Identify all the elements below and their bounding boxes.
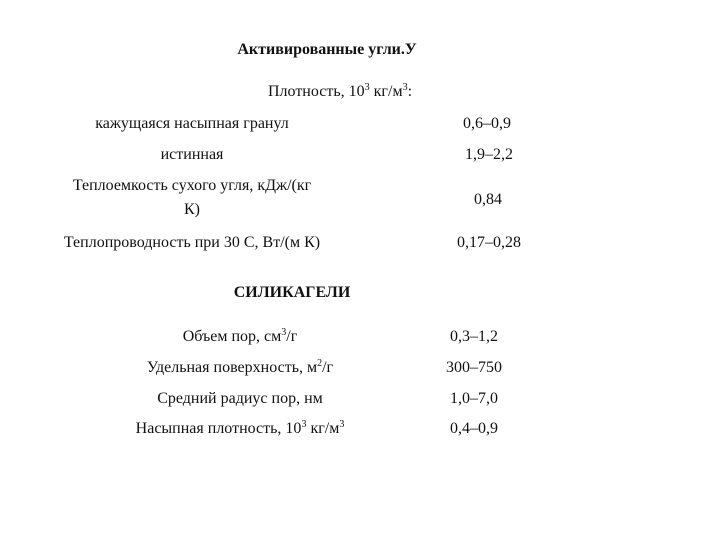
row-label-pore-radius: Средний радиус пор, нм bbox=[157, 390, 323, 407]
bulk-density-unit-exp: 3 bbox=[339, 419, 345, 430]
section-title-silica-gel: СИЛИКАГЕЛИ bbox=[233, 284, 351, 301]
density-header-exp: 3 bbox=[364, 82, 370, 93]
row-value-thermal-conductivity: 0,17–0,28 bbox=[457, 234, 521, 251]
row-label-heat-capacity-line2: К) bbox=[184, 201, 200, 218]
density-header-unit-exp: 3 bbox=[402, 82, 408, 93]
row-value-true-density: 1,9–2,2 bbox=[465, 146, 513, 163]
density-header-colon: : bbox=[407, 83, 413, 100]
row-label-true-density: истинная bbox=[160, 146, 224, 163]
row-value-apparent-density: 0,6–0,9 bbox=[463, 115, 511, 132]
density-header-unit: кг/м bbox=[369, 83, 403, 100]
density-header-prefix: Плотность, 10 bbox=[267, 83, 365, 100]
bulk-density-text: Насыпная плотность, 10 bbox=[135, 420, 302, 437]
row-label-bulk-density bbox=[136, 419, 345, 439]
section-title-activated-carbon: Активированные угли.У bbox=[237, 41, 417, 58]
row-value-heat-capacity: 0,84 bbox=[474, 191, 502, 208]
surface-area-text: Удельная поверхность, м bbox=[146, 359, 318, 376]
pore-volume-exp: 3 bbox=[281, 327, 287, 338]
bulk-density-unit: кг/м bbox=[306, 420, 340, 437]
pore-volume-text: Объем пор, см bbox=[182, 328, 282, 345]
row-value-pore-radius: 1,0–7,0 bbox=[450, 390, 498, 407]
row-value-bulk-density: 0,4–0,9 bbox=[450, 420, 498, 437]
row-label-surface-area bbox=[147, 358, 333, 378]
row-label-thermal-conductivity: Теплопроводность при 30 С, Вт/(м К) bbox=[63, 234, 321, 251]
row-value-pore-volume: 0,3–1,2 bbox=[450, 328, 498, 345]
row-value-surface-area: 300–750 bbox=[446, 359, 502, 376]
row-label-pore-volume bbox=[183, 327, 298, 347]
surface-area-unit: /г bbox=[322, 359, 334, 376]
row-label-heat-capacity-line1: Теплоемкость сухого угля, кДж/(кг bbox=[72, 177, 312, 194]
surface-area-exp: 2 bbox=[317, 358, 323, 369]
bulk-density-exp: 3 bbox=[301, 419, 307, 430]
row-label-apparent-density: кажущаяся насыпная гранул bbox=[95, 115, 289, 132]
pore-volume-unit: /г bbox=[286, 328, 298, 345]
density-header bbox=[268, 82, 412, 102]
